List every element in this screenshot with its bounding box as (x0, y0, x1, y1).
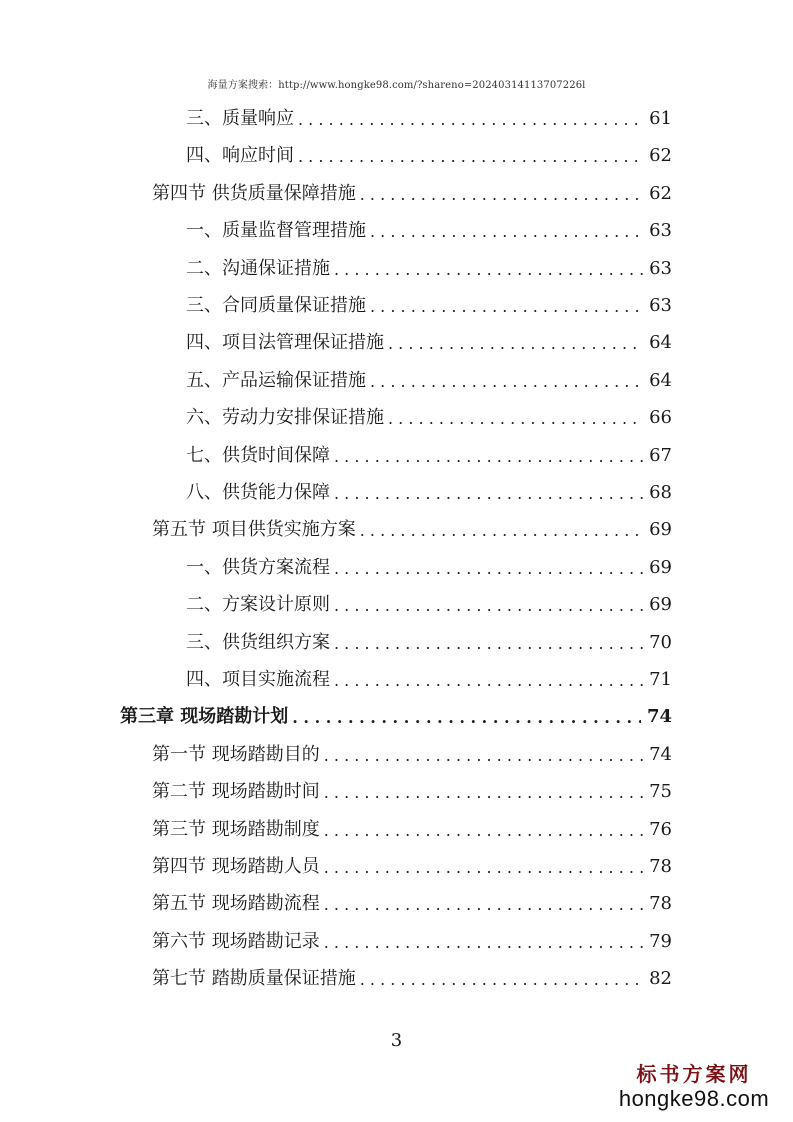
toc-entry[interactable] (186, 625, 672, 661)
toc-entry-title: 三、供货组织方案 (186, 631, 330, 653)
toc-entry[interactable] (152, 886, 672, 922)
toc-dot-leader (334, 250, 643, 288)
toc-entry[interactable] (152, 812, 672, 848)
toc-entry-page: 67 (649, 444, 672, 466)
toc-entry[interactable] (152, 849, 672, 885)
toc-entry-page: 69 (649, 519, 672, 541)
toc-entry[interactable] (186, 213, 672, 249)
toc-entry-page: 74 (649, 743, 672, 765)
toc-entry[interactable] (186, 438, 672, 474)
toc-entry[interactable] (152, 774, 672, 810)
toc-entry-page: 75 (649, 781, 672, 803)
toc-entry[interactable] (152, 737, 672, 773)
toc-entry-title: 第四节 供货质量保障措施 (152, 182, 356, 204)
toc-entry-title: 第三节 现场踏勘制度 (152, 818, 320, 840)
toc-dot-leader (324, 736, 643, 774)
toc-entry[interactable] (120, 699, 672, 735)
toc-dot-leader (334, 474, 643, 512)
toc-entry-page: 69 (649, 594, 672, 616)
toc-entry-page: 64 (649, 332, 672, 354)
toc-dot-leader (334, 624, 643, 662)
toc-entry-page: 63 (649, 220, 672, 242)
toc-entry-title: 二、沟通保证措施 (186, 257, 330, 279)
toc-dot-leader (298, 137, 643, 175)
toc-entry-page: 78 (649, 856, 672, 877)
toc-entry-page: 71 (649, 669, 672, 690)
page-number: 3 (390, 1030, 403, 1051)
toc-dot-leader (324, 811, 643, 849)
toc-entry-title: 五、产品运输保证措施 (186, 369, 366, 391)
toc-entry-title: 第二节 现场踏勘时间 (152, 781, 320, 803)
toc-dot-leader (292, 698, 641, 736)
toc-entry-page: 68 (649, 482, 672, 503)
toc-entry-page: 62 (649, 145, 672, 167)
toc-entry[interactable] (186, 400, 672, 436)
toc-dot-leader (324, 885, 643, 923)
toc-entry-page: 82 (649, 968, 672, 990)
toc-dot-leader (388, 324, 643, 362)
toc-entry-page: 76 (649, 818, 672, 840)
toc-entry[interactable] (186, 363, 672, 399)
toc-entry-page: 63 (649, 295, 672, 316)
toc-entry[interactable] (152, 961, 672, 997)
toc-dot-leader (360, 175, 643, 213)
watermark-title: 标书方案网 (636, 1062, 752, 1086)
toc-entry[interactable] (186, 251, 672, 287)
toc-entry-title: 第三章 现场踏勘计划 (120, 706, 289, 728)
watermark-url: hongke98.com (618, 1086, 770, 1111)
toc-entry-page: 78 (649, 893, 672, 915)
toc-entry-title: 四、响应时间 (186, 145, 294, 167)
toc-entry-title: 七、供货时间保障 (186, 444, 330, 466)
toc-entry-title: 一、供货方案流程 (186, 556, 330, 578)
toc-dot-leader (324, 923, 643, 961)
toc-dot-leader (324, 773, 643, 811)
toc-dot-leader (334, 586, 643, 624)
toc-entry-title: 八、供货能力保障 (186, 482, 330, 503)
toc-entry[interactable] (152, 924, 672, 960)
header-note: 海量方案搜索：http://www.hongke98.com/?shareno=20240314113707226l (207, 80, 586, 91)
toc-dot-leader (360, 960, 643, 998)
toc-dot-leader (298, 100, 643, 138)
toc-dot-leader (388, 399, 643, 437)
toc-entry-title: 二、方案设计原则 (186, 594, 330, 616)
toc-dot-leader (360, 511, 643, 549)
toc-entry[interactable] (186, 138, 672, 174)
toc-entry-title: 第六节 现场踏勘记录 (152, 930, 320, 952)
toc-entry-page: 74 (646, 706, 672, 728)
toc-dot-leader (370, 212, 643, 250)
toc-dot-leader (334, 549, 643, 587)
toc-entry[interactable] (152, 176, 672, 212)
toc-entry[interactable] (186, 101, 672, 137)
toc-entry[interactable] (186, 550, 672, 586)
toc-entry-title: 第一节 现场踏勘目的 (152, 743, 320, 765)
toc-entry-title: 第五节 现场踏勘流程 (152, 893, 320, 915)
toc-entry[interactable] (186, 288, 672, 324)
toc-entry-page: 79 (649, 930, 672, 952)
toc-entry-title: 四、项目实施流程 (186, 669, 330, 690)
toc-entry-title: 第五节 项目供货实施方案 (152, 519, 356, 541)
toc-entry[interactable] (186, 475, 672, 511)
toc-entry-title: 三、质量响应 (186, 108, 294, 129)
toc-dot-leader (370, 287, 643, 325)
toc-entry-page: 62 (649, 182, 672, 204)
toc-entry-page: 69 (649, 556, 672, 578)
toc-dot-leader (370, 362, 643, 400)
toc-dot-leader (334, 661, 643, 699)
toc-entry-page: 63 (649, 257, 672, 279)
watermark-logo (609, 1062, 779, 1112)
toc-entry-title: 第七节 踏勘质量保证措施 (152, 968, 356, 990)
toc-entry-title: 四、项目法管理保证措施 (186, 332, 384, 354)
toc-dot-leader (324, 848, 643, 886)
toc-entry[interactable] (186, 587, 672, 623)
toc-entry-title: 三、合同质量保证措施 (186, 295, 366, 316)
toc-entry[interactable] (152, 512, 672, 548)
toc-entry[interactable] (186, 325, 672, 361)
toc-entry-title: 第四节 现场踏勘人员 (152, 856, 320, 877)
toc-entry-page: 70 (649, 631, 672, 653)
toc-entry-title: 一、质量监督管理措施 (186, 220, 366, 242)
toc-dot-leader (334, 437, 643, 475)
toc-entry-page: 64 (649, 369, 672, 391)
toc-entry-page: 66 (649, 407, 672, 429)
toc-entry-title: 六、劳动力安排保证措施 (186, 407, 384, 429)
toc-entry[interactable] (186, 662, 672, 698)
toc-entry-page: 61 (649, 108, 672, 129)
